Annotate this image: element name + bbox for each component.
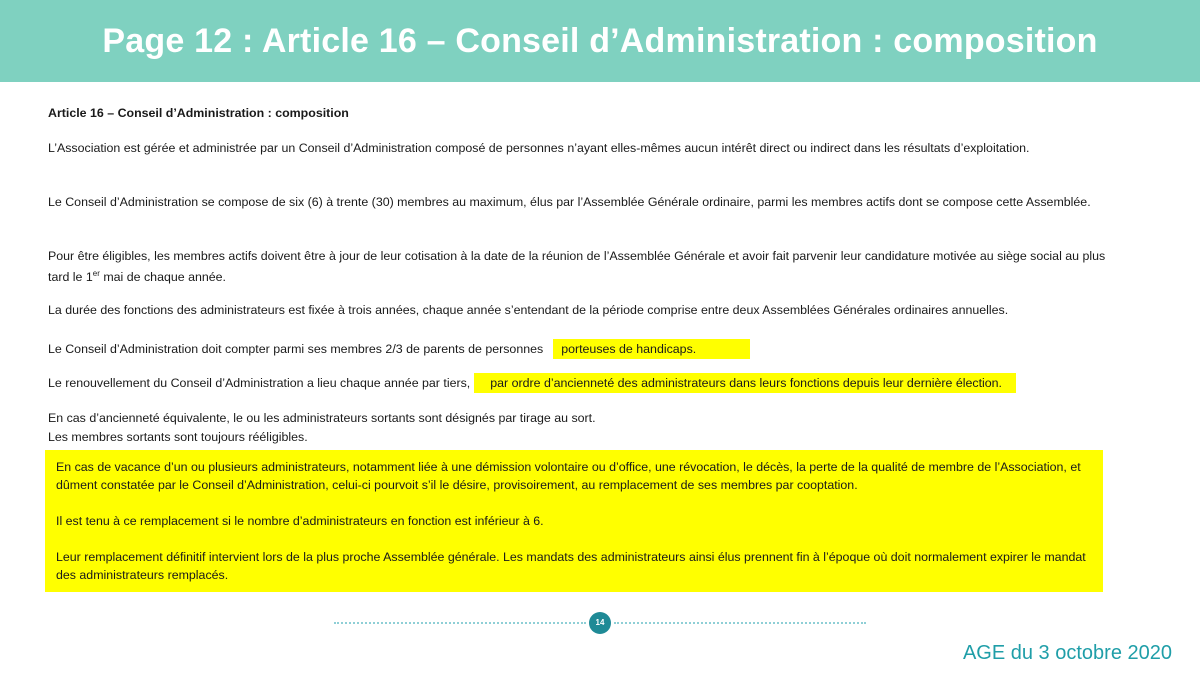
slide-title: Page 12 : Article 16 – Conseil d’Administration : composition (102, 22, 1098, 60)
paragraph-renouvellement (48, 374, 1128, 392)
parents-highlight: porteuses de handicaps. (553, 339, 750, 359)
highlighted-section (45, 450, 1103, 592)
footer-date: AGE du 3 octobre 2020 (962, 642, 1172, 664)
vacance-paragraph: En cas de vacance d’un ou plusieurs administrateurs, notamment liée à une démission volontaire ou d’office, une révocation, le décès, la perte de la qualité de membre de l’Association, et dûment constatée par le Conseil d’Administration, celui-ci pourvoit s’il le désire, provisoirement, au remplacement de ses membres par cooptation. (56, 460, 1081, 492)
remplacement-paragraph: Il est tenu à ce remplacement si le nombre d’administrateurs en fonction est inférieur à 6. (56, 514, 544, 528)
eligibilite-sup: er (92, 269, 100, 278)
paragraph-eligibilite (48, 247, 1128, 286)
divider-left (334, 622, 586, 624)
definitif-paragraph: Leur remplacement définitif intervient lors de la plus proche Assemblée générale. Les mandats des administrateurs ainsi élus prennent fin à l’époque où doit normalement expirer le mandat des administrateurs remplacés. (56, 550, 1086, 582)
page-number-badge: 14 (589, 612, 611, 634)
article-heading: Article 16 – Conseil d’Administration : composition (48, 106, 349, 120)
paragraph-anciennete: En cas d’ancienneté équivalente, le ou les administrateurs sortants sont désignés par tirage au sort. (48, 411, 596, 425)
paragraph-parents (48, 340, 1128, 358)
paragraph-duree: La durée des fonctions des administrateurs est fixée à trois années, chaque année s’entendant de la période comprise entre deux Assemblées Générales ordinaires annuelles. (48, 303, 1009, 317)
renouvellement-highlight: par ordre d’ancienneté des administrateurs dans leurs fonctions depuis leur dernière élection. (474, 373, 1016, 393)
parents-text: Le Conseil d’Administration doit compter parmi ses membres 2/3 de parents de personnes (48, 342, 544, 356)
paragraph-reeligibles: Les membres sortants sont toujours rééligibles. (48, 430, 308, 444)
eligibilite-text: Pour être éligibles, les membres actifs doivent être à jour de leur cotisation à la date de la réunion de l’Assemblée Générale et avoir fait parvenir leur candidature motivée au siège social au plus tard le 1 (48, 249, 1106, 285)
eligibilite-text-end: mai de chaque année. (99, 270, 226, 285)
renouvellement-text: Le renouvellement du Conseil d’Administration a lieu chaque année par tiers, (48, 376, 471, 390)
paragraph-composition: Le Conseil d’Administration se compose de six (6) à trente (30) membres au maximum, élus par l’Assemblée Générale ordinaire, parmi les membres actifs dont se compose cette Assemblée. (48, 195, 1091, 209)
divider-right (614, 622, 866, 624)
paragraph-gestion: L’Association est gérée et administrée par un Conseil d’Administration composé de personnes n’ayant elles-mêmes aucun intérêt direct ou indirect dans les résultats d’exploitation. (48, 141, 1030, 155)
